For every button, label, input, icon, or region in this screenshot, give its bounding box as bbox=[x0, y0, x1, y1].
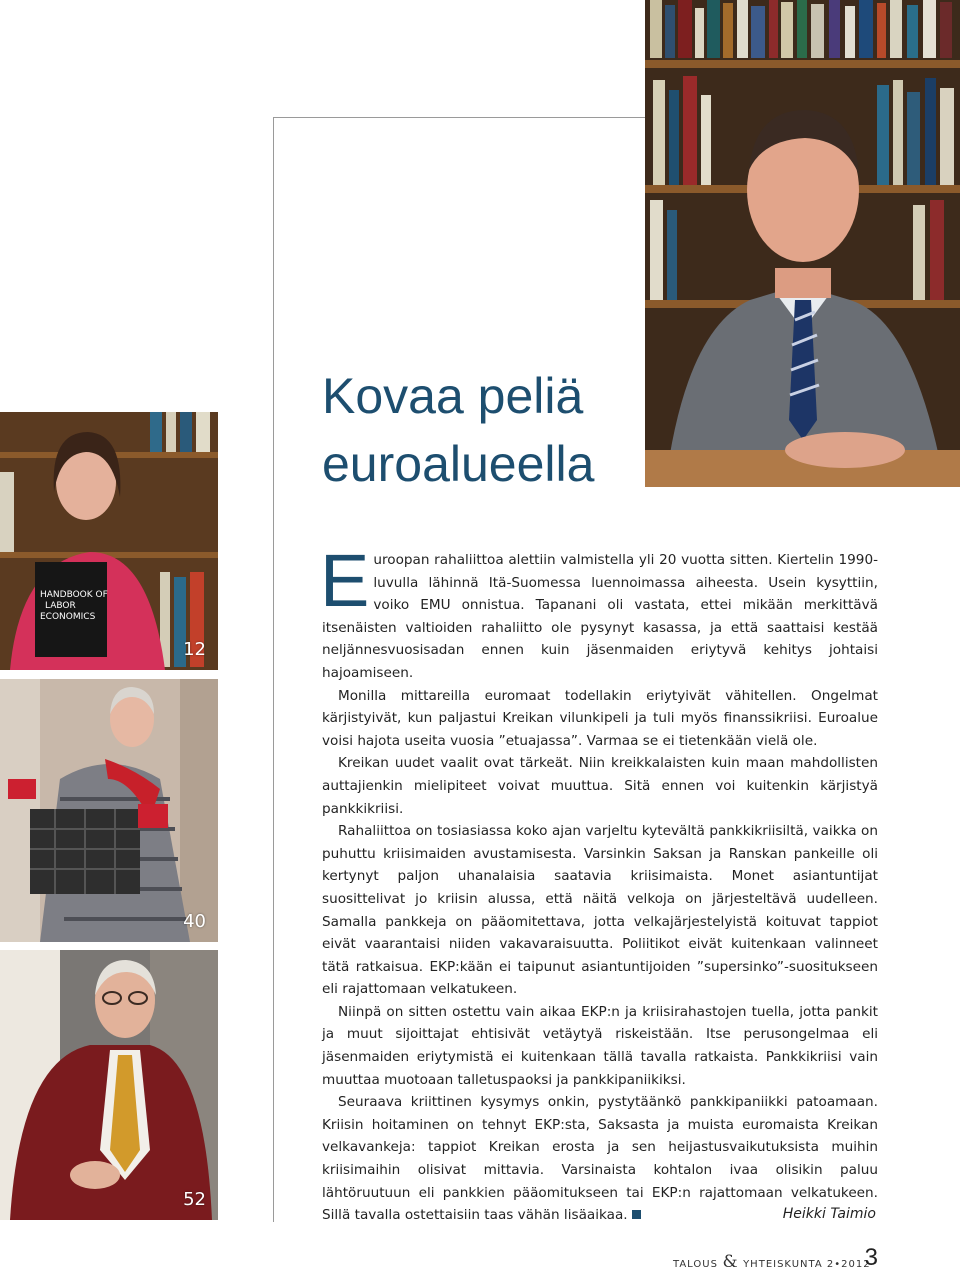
magazine-ampersand: & bbox=[722, 1252, 739, 1272]
svg-text:HANDBOOK OF: HANDBOOK OF bbox=[40, 590, 108, 600]
article-paragraph: Niinpä on sitten ostettu vain aikaa EKP:n ja kriisirahastojen tuella, jotta pankit ja muut sijoittajat ehtisivät vetäytyä riskeistään. Itse perusongelmaa eli jäsenmaiden eriytymistä ei kuitenkaan tällä tavalla ratkaista. Pankkikriisi vain muuttaa muotoaan talletuspaoksi ja pankkipaniikiksi. bbox=[322, 1003, 878, 1088]
portrait-photo-main bbox=[645, 0, 960, 487]
photo-thumbnail-woman-with-bicycle bbox=[0, 679, 218, 942]
photo-thumbnail-woman-with-book bbox=[0, 412, 218, 670]
photo-page-number: 40 bbox=[183, 911, 206, 932]
svg-text:ECONOMICS: ECONOMICS bbox=[40, 612, 96, 622]
man-in-velvet-jacket-illustration bbox=[0, 950, 218, 1220]
article-paragraph-last: Seuraava kriittinen kysymys onkin, pystytäänkö pankkipaniikki patoamaan. Kriisin hoitaminen on tehnyt EKP:sta, Saksasta ja muista euromaista Kreikan velkavankeja: tappiot Kreikan erosta ja sen heijastusvaikutuksista muihin kriisimaihin olisivat mittavia. Varsinaista kohtalon ivaa olisikin paluu lähtöruutuun eli pankkien pääomitukseen tai EKP:n rajattomaan velkatukeen. Sillä tavalla ostettaisiin taas vähän lisäaikaa. bbox=[322, 1094, 878, 1224]
article-paragraph: Monilla mittareilla euromaat todellakin eriytyivät vähitellen. Ongelmat kärjistyivät, kun paljastui Kreikan vilunkipeli ja tuli myös finanssikriisi. Euroalue voisi hajota useita vuosia ”etuajassa”. Varmaa se ei tietenkään vielä ole. bbox=[322, 687, 878, 749]
photo-page-number: 52 bbox=[183, 1189, 206, 1210]
magazine-name-part1: TALOUS bbox=[673, 1259, 718, 1270]
frame-top-rule bbox=[273, 117, 645, 118]
article-paragraph: Kreikan uudet vaalit ovat tärkeät. Niin kreikkalaisten kuin maan mahdollisten auttajienkin mielipiteet voivat muuttua. Sitä ennen voi kuitenkin kärjistyä pankkikriisi. bbox=[322, 755, 878, 817]
article-title-line1: Kovaa peliä bbox=[322, 368, 584, 424]
article-paragraph: Euroopan rahaliittoa alettiin valmistella yli 20 vuotta sitten. Kiertelin 1990-luvulla lähinnä Itä-Suomessa luennoimassa aiheesta. Usein kysyttiin, voiko EMU onnistua. Tapanani oli vastata, ettei mikään merkittävä itsenäisten valtioiden rahaliitto ole pysynyt kasassa, ja että saattaisi kestää neljännesvuosisadan ennen kuin jäsenmaiden eriytyvä kehitys johtaisi hajoamiseen. bbox=[320, 539, 878, 681]
drop-cap: E bbox=[320, 539, 370, 622]
page-number: 3 bbox=[864, 1244, 878, 1271]
photo-thumbnail-man-in-velvet-jacket bbox=[0, 950, 218, 1220]
end-mark-icon bbox=[632, 1210, 641, 1219]
woman-with-bicycle-illustration bbox=[0, 679, 218, 942]
article-body bbox=[320, 539, 878, 1227]
magazine-footer bbox=[673, 1252, 871, 1272]
author-byline: Heikki Taimio bbox=[782, 1206, 876, 1222]
frame-left-rule bbox=[273, 117, 274, 1222]
bookshelf-portrait-illustration bbox=[645, 0, 960, 487]
article-paragraph: Rahaliittoa on tosiasiassa koko ajan varjeltu kytevältä pankkikriisiltä, vaikka on puhuttu kriisimaiden avustamisesta. Varsinkin Saksan ja Ranskan pankeille oli kertynyt paljon uhanalaisia saatavia kriisimaista. Monet asiantuntijat suosittelivat jo kriisin alussa, että näitä velkoja on järjesteltävä uudelleen. Samalla pankkeja on pääomitettava, jotta velkajärjestelyistä koituvat tappiot eivät vaarantaisi niiden vakavaraisuutta. Poliitikot eivät kuitenkaan valinneet tätä ratkaisua. EKP:kään ei taipunut asiantuntijoiden ”supersinko”-suositukseen eli rajattomaan velkatukeen. bbox=[322, 823, 878, 998]
article-title-line2: euroalueella bbox=[322, 436, 595, 492]
magazine-name-part2: YHTEISKUNTA 2•2012 bbox=[743, 1259, 871, 1270]
svg-text:LABOR: LABOR bbox=[45, 601, 76, 611]
woman-with-book-illustration bbox=[0, 412, 218, 670]
article-title bbox=[322, 362, 642, 498]
photo-page-number: 12 bbox=[183, 639, 206, 660]
